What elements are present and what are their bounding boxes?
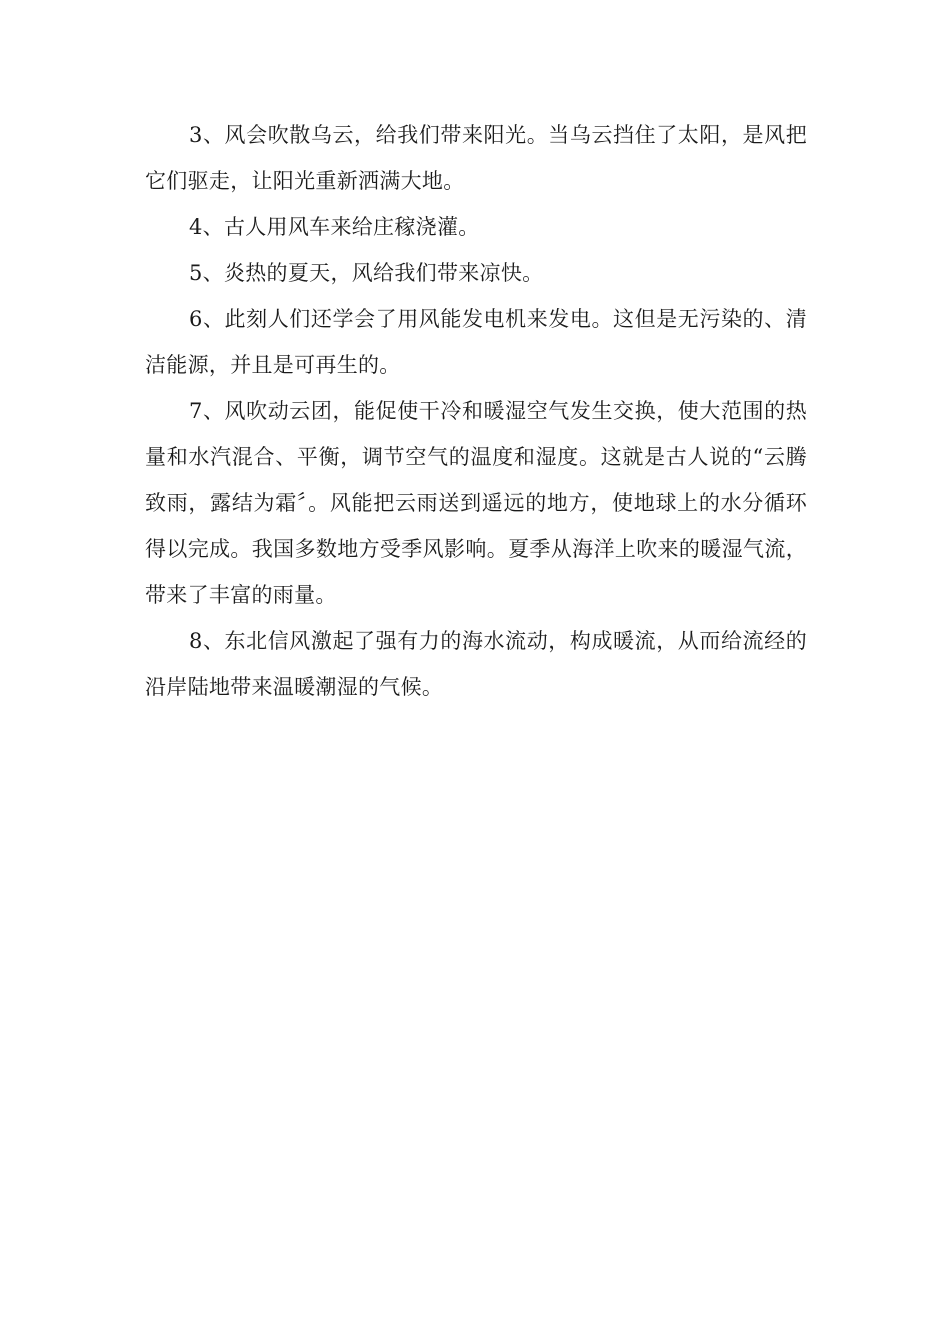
paragraph-6: 6、此刻人们还学会了用风能发电机来发电。这但是无污染的、清洁能源，并且是可再生的。 bbox=[145, 307, 807, 377]
document-body bbox=[145, 112, 807, 710]
paragraph-7: 7、风吹动云团，能促使干冷和暖湿空气发生交换，使大范围的热量和水汽混合、平衡，调节空气的温度和湿度。这就是古人说的“云腾致雨，露结为霜〞。风能把云雨送到遥远的地方，使地球上的水分循环得以完成。我国多数地方受季风影响。夏季从海洋上吹来的暖湿气流，带来了丰富的雨量。 bbox=[145, 399, 807, 607]
paragraph-4: 4、古人用风车来给庄稼浇灌。 bbox=[189, 215, 480, 239]
paragraph-3: 3、风会吹散乌云，给我们带来阳光。当乌云挡住了太阳，是风把它们驱走，让阳光重新洒满大地。 bbox=[145, 123, 807, 193]
paragraph-5: 5、炎热的夏天，风给我们带来凉快。 bbox=[189, 261, 544, 285]
paragraph-8: 8、东北信风激起了强有力的海水流动，构成暖流，从而给流经的沿岸陆地带来温暖潮湿的气候。 bbox=[145, 629, 807, 699]
